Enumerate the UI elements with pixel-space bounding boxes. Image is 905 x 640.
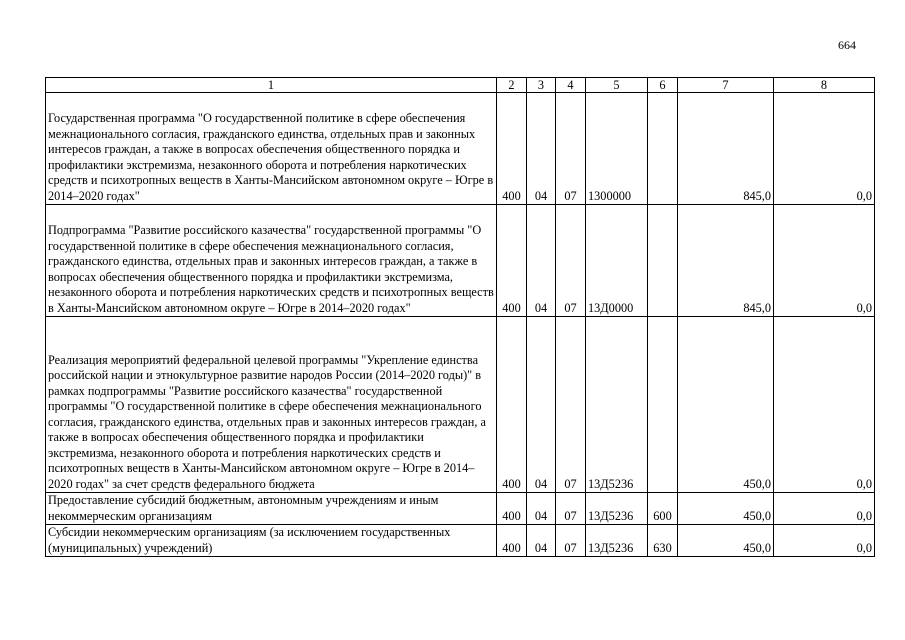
cell-amount-2: 0,0 [774,205,875,317]
row-name: Реализация мероприятий федеральной целевой программы "Укрепление единства российской нации и этнокультурное развитие народов России (2014–2020 годы)" в рамках подпрограммы "Развитие российского казачества" государственной программы "О государственной политике в сфере обеспечения межнационального согласия, гражданского единства, отдельных прав и законных интересов граждан, а также в вопросах обеспечения общественного порядка и профилактики экстремизма, незаконного оборота и потребления наркотических средств и психотропных веществ в Ханты-Мансийском автономном округе – Югре в 2014–2020 годах" за счет средств федерального бюджета [46,317,497,493]
cell-expense-type: 630 [648,525,678,557]
cell-amount: 450,0 [678,525,774,557]
cell-subsection: 07 [556,93,586,205]
cell-admin-code: 400 [497,93,527,205]
column-header: 2 [497,78,527,93]
row-name: Предоставление субсидий бюджетным, автономным учреждениям и иным некоммерческим организациям [46,493,497,525]
column-header: 8 [774,78,875,93]
page-number: 664 [838,38,856,52]
cell-amount: 450,0 [678,493,774,525]
cell-expense-type [648,205,678,317]
cell-amount-2: 0,0 [774,525,875,557]
cell-expense-type: 600 [648,493,678,525]
cell-section: 04 [527,317,556,493]
column-header: 7 [678,78,774,93]
cell-target-code: 1300000 [586,93,648,205]
table-row [46,493,875,525]
cell-section: 04 [527,525,556,557]
cell-amount: 845,0 [678,205,774,317]
column-header: 6 [648,78,678,93]
cell-target-code: 13Д5236 [586,317,648,493]
column-header: 3 [527,78,556,93]
cell-amount: 845,0 [678,93,774,205]
table-row [46,317,875,493]
cell-subsection: 07 [556,205,586,317]
row-name: Государственная программа "О государственной политике в сфере обеспечения межнационального согласия, гражданского единства, отдельных прав и законных интересов граждан, а также в вопросах обеспечения общественного порядка и профилактики экстремизма, незаконного оборота и потребления наркотических средств и психотропных веществ в Ханты-Мансийском автономном округе – Югре в 2014–2020 годах" [46,93,497,205]
cell-target-code: 13Д0000 [586,205,648,317]
cell-expense-type [648,93,678,205]
cell-admin-code: 400 [497,317,527,493]
column-header: 5 [586,78,648,93]
cell-expense-type [648,317,678,493]
cell-amount-2: 0,0 [774,93,875,205]
row-name: Подпрограмма "Развитие российского казачества" государственной программы "О государственной политике в сфере обеспечения межнационального согласия, гражданского единства, отдельных прав и законных интересов граждан, а также в вопросах обеспечения общественного порядка и профилактики экстремизма, незаконного оборота и потребления наркотических средств и психотропных веществ в Ханты-Мансийском автономном округе – Югре в 2014–2020 годах" [46,205,497,317]
cell-section: 04 [527,93,556,205]
cell-admin-code: 400 [497,205,527,317]
cell-target-code: 13Д5236 [586,493,648,525]
table-row [46,525,875,557]
cell-amount-2: 0,0 [774,493,875,525]
cell-amount: 450,0 [678,317,774,493]
column-header: 1 [46,78,497,93]
table-row [46,93,875,205]
cell-section: 04 [527,493,556,525]
cell-subsection: 07 [556,525,586,557]
table-header-row [46,78,875,93]
cell-amount-2: 0,0 [774,317,875,493]
cell-target-code: 13Д5236 [586,525,648,557]
cell-subsection: 07 [556,317,586,493]
cell-admin-code: 400 [497,525,527,557]
cell-section: 04 [527,205,556,317]
column-header: 4 [556,78,586,93]
cell-admin-code: 400 [497,493,527,525]
cell-subsection: 07 [556,493,586,525]
table-row [46,205,875,317]
row-name: Субсидии некоммерческим организациям (за исключением государственных (муниципальных) учреждений) [46,525,497,557]
budget-table [45,77,875,557]
